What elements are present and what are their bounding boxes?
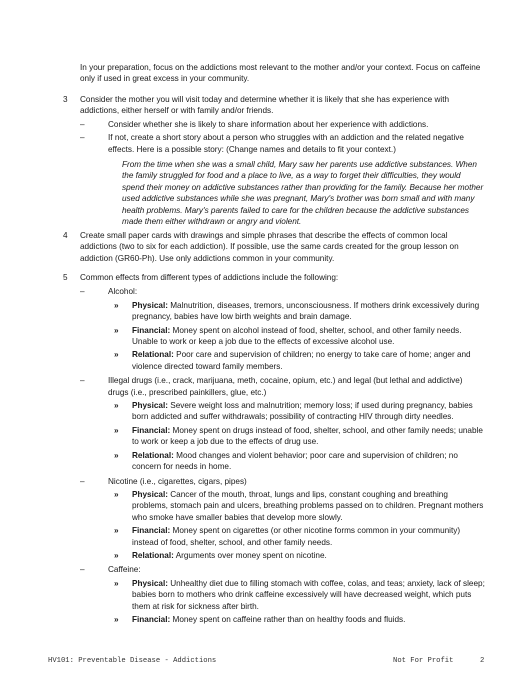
- effect-label: Physical:: [132, 489, 168, 499]
- sub-marker: »: [114, 325, 119, 335]
- effect-text: Severe weight loss and malnutrition; memory loss; if used during pregnancy, babies born addicted and suffer withdrawals; possibility of contracting HIV through dirty needles.: [132, 401, 473, 422]
- effect-label: Financial:: [132, 526, 171, 536]
- effect-text: Money spent on drugs instead of food, shelter, school, and other family needs; unable to work or keep a job due to the effects of drug use.: [132, 425, 483, 447]
- effect-text: Money spent on alcohol instead of food, shelter, school, and other family needs. Unable to work or keep a job due to the effects of excessive alcohol use.: [132, 325, 462, 347]
- page-number: 2: [480, 657, 485, 665]
- effect-text: Mood changes and violent behavior; poor care and supervision of children; no concern for needs in home.: [132, 450, 458, 472]
- list-item: [108, 349, 485, 372]
- category-drugs: [80, 375, 485, 472]
- step-number: 5: [63, 273, 68, 282]
- list-item: [108, 400, 485, 423]
- list-item: [108, 325, 485, 348]
- category-alcohol: [80, 286, 485, 372]
- category-title: Nicotine (i.e., cigarettes, cigars, pipes): [108, 476, 247, 486]
- list-item: [108, 525, 485, 548]
- effect-text: Poor care and supervision of children; no energy to take care of home; anger and violence directed toward family members.: [132, 350, 471, 371]
- effect-label: Relational:: [132, 350, 174, 360]
- step-text: Create small paper cards with drawings and simple phrases that describe the effects of common local addictions (two to six for each addiction). If possible, use the same cards created for the group lesson on addiction (GR60-Ph). Use only addictions common in your community.: [80, 231, 459, 263]
- list-item: [108, 614, 485, 625]
- sub-marker: »: [114, 614, 119, 624]
- dash-marker: –: [80, 133, 85, 143]
- effect-label: Relational:: [132, 450, 174, 460]
- step-3-bullets: [80, 119, 485, 228]
- dash-marker: –: [80, 476, 85, 486]
- effect-text: Arguments over money spent on nicotine.: [175, 550, 327, 560]
- dash-marker: –: [80, 376, 85, 386]
- effect-text: Money spent on caffeine rather than on healthy foods and fluids.: [172, 614, 406, 624]
- effect-text: Money spent on cigarettes (or other nicotine forms common in your community) instead of food, shelter, school, and other family needs.: [132, 526, 461, 547]
- sub-marker: »: [114, 489, 119, 499]
- example-story: From the time when she was a small child, Mary saw her parents use addictive substances. When the family struggled for food and a place to live, as a way to forget their difficulties, they would spend their money on addictive substances rather than providing for the family. Because her mother used addictive substances while she was pregnant, Mary's brother was born small and with many health problems. Mary's parents failed to care for the children because the addictive substances made them either withdrawn or angry and violent.: [122, 160, 484, 227]
- effect-label: Financial:: [132, 425, 171, 435]
- dash-marker: –: [80, 119, 85, 129]
- sub-marker: »: [114, 578, 119, 588]
- effect-label: Physical:: [132, 401, 168, 411]
- sub-marker: »: [114, 526, 119, 536]
- category-nicotine: [80, 476, 485, 562]
- list-item: [108, 300, 485, 323]
- addiction-categories: [80, 286, 485, 625]
- sub-marker: »: [114, 450, 119, 460]
- step-3: [63, 94, 485, 227]
- sub-marker: »: [114, 350, 119, 360]
- step-text: Common effects from different types of addictions include the following:: [80, 273, 339, 282]
- step-4: [63, 230, 485, 264]
- effect-label: Relational:: [132, 550, 174, 560]
- sub-marker: »: [114, 550, 119, 560]
- sub-marker: »: [114, 425, 119, 435]
- bullet-text: If not, create a short story about a person who struggles with an addiction and the related negative effects. Here is a possible story: (Change names and details to fit your context.): [108, 133, 464, 154]
- intro-paragraph: In your preparation, focus on the addictions most relevant to the mother and/or your context. Focus on caffeine only if used in great excess in your community.: [80, 63, 481, 84]
- footer-course-title: HV101: Preventable Disease - Addictions: [48, 657, 217, 665]
- step-5: [63, 272, 485, 625]
- effect-label: Physical:: [132, 578, 168, 588]
- list-item: [108, 450, 485, 473]
- page-footer: [48, 656, 488, 668]
- category-title: Alcohol:: [108, 287, 138, 297]
- list-item: [108, 550, 485, 561]
- category-title: Illegal drugs (i.e., crack, marijuana, meth, cocaine, opium, etc.) and legal (but lethal and addictive) drugs (i.e., prescribed painkillers, glue, etc.): [108, 376, 463, 397]
- list-item: [108, 578, 485, 612]
- effect-text: Unhealthy diet due to filling stomach with coffee, colas, and teas; anxiety, lack of sleep; babies born to mothers who drink caffeine excessively will have decreased weight, which puts them at risk for sickness after birth.: [132, 578, 485, 611]
- effect-label: Financial:: [132, 614, 171, 624]
- list-item: [80, 132, 485, 155]
- footer-notice: Not For Profit: [393, 657, 454, 665]
- dash-marker: –: [80, 287, 85, 297]
- effect-label: Financial:: [132, 325, 171, 335]
- effect-text: Cancer of the mouth, throat, lungs and lips, constant coughing and breathing problems, stomach pain and ulcers, breathing problems passed on to children. Pregnant mothers who smoke have smaller babies that develop more slowly.: [132, 489, 484, 522]
- sub-marker: »: [114, 300, 119, 310]
- list-item: [108, 425, 485, 448]
- step-number: 3: [63, 95, 68, 104]
- category-caffeine: [80, 564, 485, 625]
- list-item: [80, 119, 485, 130]
- step-text: Consider the mother you will visit today and determine whether it is likely that she has experience with addictions, either herself or with family and/or friends.: [80, 95, 450, 116]
- bullet-text: Consider whether she is likely to share information about her experience with addictions.: [108, 119, 429, 129]
- dash-marker: –: [80, 565, 85, 575]
- effect-label: Physical:: [132, 300, 168, 310]
- step-number: 4: [63, 231, 68, 240]
- sub-marker: »: [114, 401, 119, 411]
- list-item: [108, 489, 485, 523]
- effect-text: Malnutrition, diseases, tremors, unconsciousness. If mothers drink excessively during pregnancy, babies have low birth weights and brain damage.: [132, 300, 480, 322]
- category-title: Caffeine:: [108, 565, 141, 575]
